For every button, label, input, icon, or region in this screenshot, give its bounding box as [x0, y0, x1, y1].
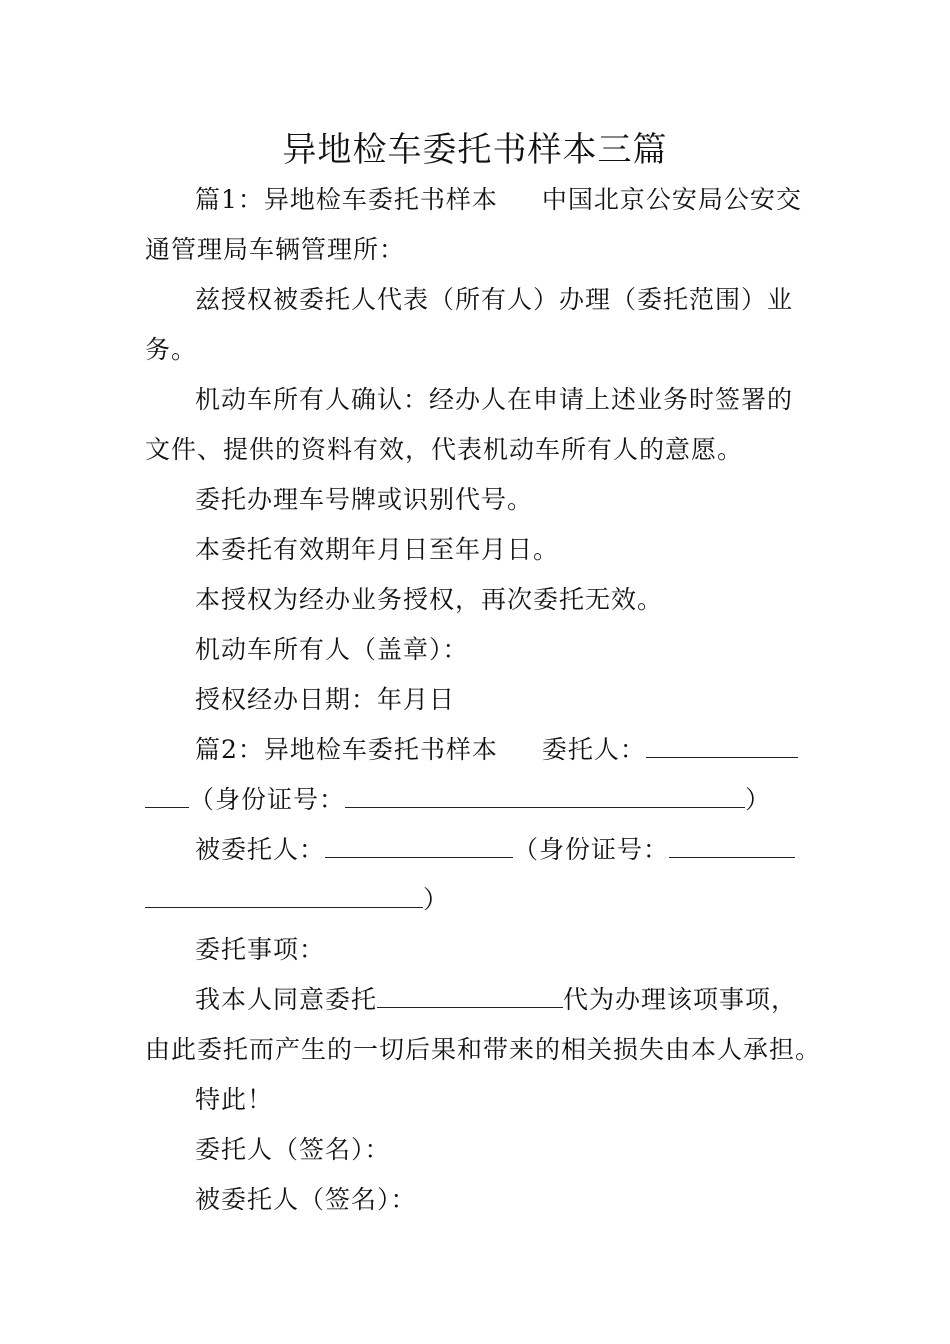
paragraph-line — [145, 782, 810, 818]
closing-paren: ） — [423, 885, 450, 914]
paragraph-line — [145, 882, 810, 918]
paragraph-line: 本授权为经办业务授权，再次委托无效。 — [195, 585, 664, 614]
closing-paren: ） — [745, 785, 772, 814]
consent-text-cont: 代为办理该项事项， — [563, 985, 798, 1014]
document-title: 异地检车委托书样本三篇 — [282, 130, 668, 170]
paragraph-line — [195, 982, 810, 1018]
delegate-blank — [377, 985, 563, 1008]
principal-label: 委托人： — [541, 735, 646, 764]
signature-line-agent: 被委托人（签名）： — [195, 1185, 417, 1214]
section-1-heading: 篇1：异地检车委托书样本 — [195, 185, 498, 214]
agent-id-blank-cont — [145, 885, 423, 908]
paragraph-line — [195, 832, 810, 868]
paragraph-line: 委托办理车号牌或识别代号。 — [195, 485, 534, 514]
principal-blank — [646, 735, 798, 758]
paragraph-line: 文件、提供的资料有效，代表机动车所有人的意愿。 — [145, 435, 744, 464]
consent-text: 我本人同意委托 — [195, 985, 378, 1014]
section-2-heading: 篇2：异地检车委托书样本 — [195, 735, 498, 764]
paragraph-line: 机动车所有人（盖章）： — [195, 635, 469, 664]
agent-id-blank — [669, 835, 795, 858]
paragraph-line: 机动车所有人确认：经办人在申请上述业务时签署的 — [195, 385, 794, 414]
paragraph-line: 委托事项： — [195, 935, 326, 964]
paragraph-line: 由此委托而产生的一切后果和带来的相关损失由本人承担。 — [145, 1035, 822, 1064]
paragraph-line: 特此！ — [195, 1085, 274, 1114]
paragraph-line — [195, 182, 810, 218]
principal-blank-cont — [145, 785, 189, 808]
paragraph-line: 兹授权被委托人代表（所有人）办理（委托范围）业 — [195, 285, 794, 314]
paragraph-line: 授权经办日期：年月日 — [195, 685, 456, 714]
agent-id-label: （身份证号： — [513, 835, 670, 864]
paragraph-line: 通管理局车辆管理所： — [145, 235, 406, 264]
signature-line-principal: 委托人（签名）： — [195, 1135, 391, 1164]
id-label: （身份证号： — [189, 785, 346, 814]
addressee-text: 中国北京公安局公安交 — [541, 185, 802, 214]
agent-label: 被委托人： — [195, 835, 326, 864]
id-blank — [345, 785, 745, 808]
paragraph-line: 本委托有效期年月日至年月日。 — [195, 535, 560, 564]
agent-blank — [325, 835, 513, 858]
paragraph-line: 务。 — [145, 335, 198, 364]
paragraph-line — [195, 732, 810, 768]
